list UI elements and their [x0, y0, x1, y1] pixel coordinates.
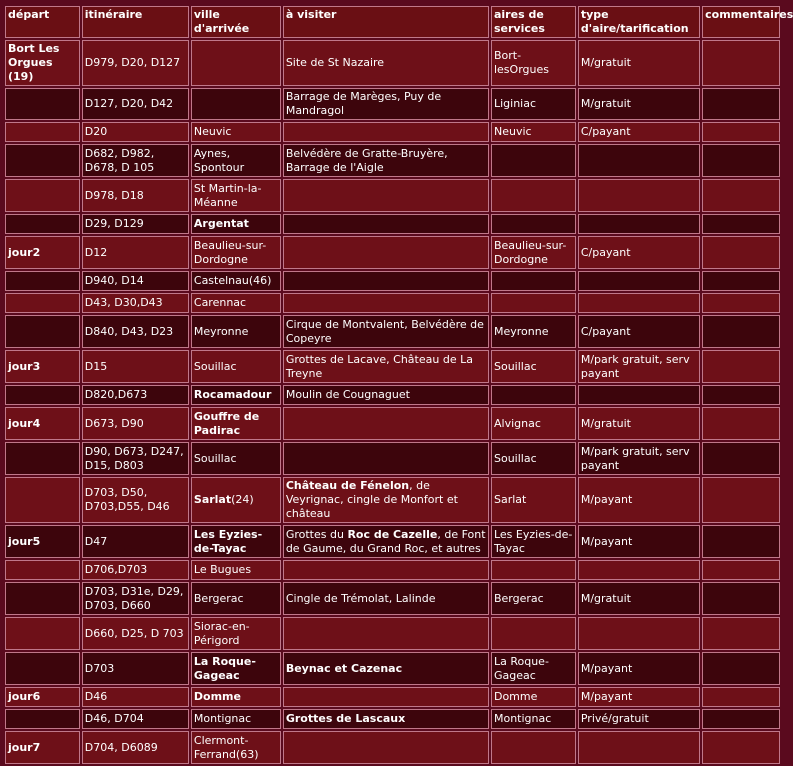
arrival-highlight: Rocamadour [193, 388, 272, 401]
visit-text: Cirque de Montvalent, Belvédère de Copeyre [285, 317, 484, 345]
cell-itineraire: D46 [82, 687, 189, 707]
cell-type-tarif: M/payant [578, 687, 700, 707]
cell-ville-arrivee [191, 652, 281, 685]
cell-itineraire: D12 [82, 236, 189, 269]
visit-text: Belvédère de Gratte-Bruyère, Barrage de l'Aigle [285, 146, 448, 174]
cell-commentaires [702, 144, 780, 177]
visit-text-rest: , de Font de Gaume, du Grand Roc, et autres [285, 527, 486, 555]
cell-depart [5, 560, 80, 580]
cell-commentaires [702, 385, 780, 405]
cell-a-visiter [283, 40, 489, 86]
arrival-text: Meyronne [193, 324, 249, 338]
itinerary-table [3, 4, 793, 766]
cell-itineraire: D979, D20, D127 [82, 40, 189, 86]
cell-type-tarif: Privé/gratuit [578, 709, 700, 729]
cell-ville-arrivee [191, 293, 281, 313]
cell-itineraire: D90, D673, D247, D15, D803 [82, 442, 189, 475]
cell-type-tarif: M/payant [578, 525, 700, 558]
cell-commentaires [702, 709, 780, 729]
cell-itineraire: D820,D673 [82, 385, 189, 405]
arrival-highlight: Les Eyzies-de-Tayac [193, 527, 263, 555]
cell-depart [5, 477, 80, 523]
table-row [5, 407, 780, 440]
table-row [5, 350, 780, 383]
cell-aire-services [491, 617, 576, 650]
cell-ville-arrivee [191, 214, 281, 234]
cell-ville-arrivee [191, 271, 281, 291]
table-row [5, 731, 780, 764]
cell-ville-arrivee [191, 179, 281, 212]
cell-a-visiter [283, 293, 489, 313]
cell-commentaires [702, 293, 780, 313]
arrival-text: Carennac [193, 296, 247, 309]
arrival-text: Siorac-en-Périgord [193, 619, 250, 647]
cell-type-tarif: M/payant [578, 652, 700, 685]
cell-aire-services: La Roque-Gageac [491, 652, 576, 685]
cell-aire-services [491, 271, 576, 291]
cell-type-tarif: M/park gratuit, serv payant [578, 442, 700, 475]
cell-a-visiter [283, 477, 489, 523]
cell-commentaires [702, 560, 780, 580]
table-row [5, 214, 780, 234]
cell-a-visiter [283, 144, 489, 177]
cell-aire-services: Alvignac [491, 407, 576, 440]
table-row [5, 385, 780, 405]
cell-ville-arrivee [191, 687, 281, 707]
cell-depart [5, 582, 80, 615]
cell-aire-services [491, 179, 576, 212]
cell-aire-services: Neuvic [491, 122, 576, 142]
visit-highlight: Beynac et Cazenac [285, 661, 403, 675]
cell-aire-services: Souillac [491, 442, 576, 475]
arrival-text: Bergerac [193, 591, 244, 605]
cell-aire-services: Bort-lesOrgues [491, 40, 576, 86]
visit-text-rest: , de Veyrignac, cingle de Monfort et château [285, 479, 458, 520]
cell-commentaires [702, 582, 780, 615]
cell-type-tarif: M/gratuit [578, 88, 700, 120]
arrival-highlight: Sarlat [193, 493, 232, 506]
cell-itineraire: D703, D50, D703,D55, D46 [82, 477, 189, 523]
cell-itineraire: D46, D704 [82, 709, 189, 729]
cell-commentaires [702, 179, 780, 212]
arrival-text: Le Bugues [193, 563, 252, 576]
cell-depart: jour6 [5, 687, 80, 707]
cell-commentaires [702, 271, 780, 291]
cell-type-tarif [578, 271, 700, 291]
cell-itineraire: D940, D14 [82, 271, 189, 291]
cell-commentaires [702, 122, 780, 142]
cell-commentaires [702, 617, 780, 650]
cell-itineraire: D15 [82, 350, 189, 383]
cell-aire-services [491, 214, 576, 234]
cell-ville-arrivee [191, 88, 281, 120]
cell-a-visiter [283, 271, 489, 291]
cell-aire-services: Beaulieu-sur-Dordogne [491, 236, 576, 269]
cell-ville-arrivee [191, 731, 281, 764]
visit-text: Site de St Nazaire [285, 56, 385, 69]
cell-a-visiter [283, 179, 489, 212]
cell-aire-services: Sarlat [491, 477, 576, 523]
cell-ville-arrivee [191, 525, 281, 558]
cell-aire-services [491, 385, 576, 405]
cell-ville-arrivee [191, 407, 281, 440]
cell-itineraire: D43, D30,D43 [82, 293, 189, 313]
cell-depart: Bort Les Orgues (19) [5, 40, 80, 86]
cell-a-visiter [283, 350, 489, 383]
cell-itineraire: D660, D25, D 703 [82, 617, 189, 650]
header-ville-arrivee: ville d'arrivée [191, 6, 281, 38]
cell-aire-services: Meyronne [491, 315, 576, 348]
table-row [5, 40, 780, 86]
visit-text: Grottes du [285, 527, 348, 541]
cell-depart: jour7 [5, 731, 80, 764]
cell-commentaires [702, 315, 780, 348]
table-row [5, 88, 780, 120]
cell-type-tarif: C/payant [578, 122, 700, 142]
cell-aire-services: Les Eyzies-de-Tayac [491, 525, 576, 558]
arrival-text: Clermont-Ferrand(63) [193, 733, 259, 761]
cell-itineraire: D29, D129 [82, 214, 189, 234]
arrival-text: Montignac [193, 712, 252, 725]
cell-ville-arrivee [191, 40, 281, 86]
cell-depart [5, 293, 80, 313]
cell-a-visiter [283, 652, 489, 685]
cell-ville-arrivee [191, 709, 281, 729]
table-row [5, 442, 780, 475]
cell-depart [5, 271, 80, 291]
cell-itineraire: D706,D703 [82, 560, 189, 580]
cell-itineraire: D703, D31e, D29, D703, D660 [82, 582, 189, 615]
cell-itineraire: D20 [82, 122, 189, 142]
cell-aire-services: Montignac [491, 709, 576, 729]
cell-type-tarif [578, 179, 700, 212]
cell-depart [5, 385, 80, 405]
cell-aire-services [491, 293, 576, 313]
cell-depart [5, 144, 80, 177]
cell-type-tarif [578, 560, 700, 580]
cell-commentaires [702, 477, 780, 523]
table-row [5, 293, 780, 313]
table-row [5, 144, 780, 177]
cell-depart: jour2 [5, 236, 80, 269]
cell-commentaires [702, 652, 780, 685]
cell-type-tarif [578, 617, 700, 650]
cell-ville-arrivee [191, 582, 281, 615]
cell-type-tarif: C/payant [578, 315, 700, 348]
header-a-visiter: à visiter [283, 6, 489, 38]
cell-a-visiter [283, 731, 489, 764]
cell-commentaires [702, 525, 780, 558]
cell-itineraire: D673, D90 [82, 407, 189, 440]
cell-itineraire: D682, D982, D678, D 105 [82, 144, 189, 177]
cell-a-visiter [283, 582, 489, 615]
arrival-text: Aynes, Spontour [193, 146, 245, 174]
cell-aire-services: Liginiac [491, 88, 576, 120]
table-row [5, 122, 780, 142]
cell-a-visiter [283, 407, 489, 440]
cell-aire-services: Domme [491, 687, 576, 707]
arrival-text: Beaulieu-sur-Dordogne [193, 238, 267, 266]
cell-itineraire: D704, D6089 [82, 731, 189, 764]
visit-highlight: Grottes de Lascaux [285, 712, 406, 725]
cell-ville-arrivee [191, 350, 281, 383]
cell-itineraire: D127, D20, D42 [82, 88, 189, 120]
cell-type-tarif [578, 385, 700, 405]
cell-commentaires [702, 442, 780, 475]
cell-itineraire: D703 [82, 652, 189, 685]
cell-a-visiter [283, 236, 489, 269]
cell-type-tarif [578, 731, 700, 764]
table-row [5, 315, 780, 348]
cell-commentaires [702, 350, 780, 383]
table-row [5, 477, 780, 523]
cell-depart [5, 652, 80, 685]
arrival-highlight: Gouffre de Padirac [193, 409, 260, 437]
cell-ville-arrivee [191, 385, 281, 405]
cell-a-visiter [283, 560, 489, 580]
arrival-text: St Martin-la-Méanne [193, 181, 262, 209]
visit-text: Cingle de Trémolat, Lalinde [285, 591, 436, 605]
cell-commentaires [702, 40, 780, 86]
arrival-highlight: Domme [193, 690, 241, 703]
cell-type-tarif: M/park gratuit, serv payant [578, 350, 700, 383]
table-row [5, 582, 780, 615]
table-row [5, 687, 780, 707]
cell-a-visiter [283, 214, 489, 234]
cell-depart [5, 442, 80, 475]
cell-depart: jour4 [5, 407, 80, 440]
cell-depart [5, 88, 80, 120]
cell-commentaires [702, 687, 780, 707]
cell-ville-arrivee [191, 477, 281, 523]
cell-a-visiter [283, 617, 489, 650]
table-row [5, 525, 780, 558]
arrival-highlight: Argentat [193, 217, 249, 230]
arrival-text: Souillac [193, 359, 237, 373]
cell-ville-arrivee [191, 144, 281, 177]
header-itineraire: itinéraire [82, 6, 189, 38]
cell-a-visiter [283, 315, 489, 348]
cell-a-visiter [283, 525, 489, 558]
arrival-text: Neuvic [193, 125, 232, 138]
header-row [5, 6, 780, 38]
cell-depart: jour5 [5, 525, 80, 558]
cell-ville-arrivee [191, 617, 281, 650]
arrival-text: (24) [231, 493, 254, 506]
cell-type-tarif: M/gratuit [578, 582, 700, 615]
cell-type-tarif: M/payant [578, 477, 700, 523]
cell-type-tarif: M/gratuit [578, 407, 700, 440]
header-depart: départ [5, 6, 80, 38]
cell-depart [5, 122, 80, 142]
cell-ville-arrivee [191, 236, 281, 269]
cell-a-visiter [283, 385, 489, 405]
cell-commentaires [702, 236, 780, 269]
cell-type-tarif [578, 144, 700, 177]
header-aires-services: aires de services [491, 6, 576, 38]
cell-ville-arrivee [191, 560, 281, 580]
cell-itineraire: D840, D43, D23 [82, 315, 189, 348]
arrival-highlight: La Roque-Gageac [193, 654, 256, 682]
table-row [5, 236, 780, 269]
cell-commentaires [702, 214, 780, 234]
cell-a-visiter [283, 709, 489, 729]
visit-text: Barrage de Marèges, Puy de Mandragol [285, 90, 442, 117]
cell-aire-services [491, 560, 576, 580]
table-row [5, 560, 780, 580]
cell-type-tarif: M/gratuit [578, 40, 700, 86]
cell-aire-services: Bergerac [491, 582, 576, 615]
cell-commentaires [702, 88, 780, 120]
cell-depart: jour3 [5, 350, 80, 383]
arrival-text: Souillac [193, 451, 237, 465]
visit-text: Grottes de Lacave, Château de La Treyne [285, 352, 473, 380]
visit-text: Moulin de Cougnaguet [285, 388, 410, 401]
cell-depart [5, 709, 80, 729]
cell-commentaires [702, 407, 780, 440]
header-type-aire: type d'aire/tarification [578, 6, 700, 38]
cell-type-tarif: C/payant [578, 236, 700, 269]
visit-highlight: Château de Fénelon [285, 479, 410, 492]
table-row [5, 617, 780, 650]
cell-ville-arrivee [191, 442, 281, 475]
cell-a-visiter [283, 88, 489, 120]
cell-type-tarif [578, 293, 700, 313]
cell-a-visiter [283, 442, 489, 475]
cell-ville-arrivee [191, 122, 281, 142]
cell-aire-services [491, 731, 576, 764]
header-commentaires: commentaires [702, 6, 780, 38]
cell-ville-arrivee [191, 315, 281, 348]
cell-depart [5, 315, 80, 348]
cell-itineraire: D47 [82, 525, 189, 558]
cell-depart [5, 617, 80, 650]
table-row [5, 652, 780, 685]
cell-aire-services: Souillac [491, 350, 576, 383]
cell-depart [5, 214, 80, 234]
visit-highlight: Roc de Cazelle [347, 527, 438, 541]
cell-aire-services [491, 144, 576, 177]
arrival-text: Castelnau(46) [193, 274, 272, 287]
table-row [5, 271, 780, 291]
cell-depart [5, 179, 80, 212]
table-row [5, 709, 780, 729]
cell-a-visiter [283, 122, 489, 142]
cell-itineraire: D978, D18 [82, 179, 189, 212]
cell-type-tarif [578, 214, 700, 234]
table-row [5, 179, 780, 212]
cell-commentaires [702, 731, 780, 764]
cell-a-visiter [283, 687, 489, 707]
